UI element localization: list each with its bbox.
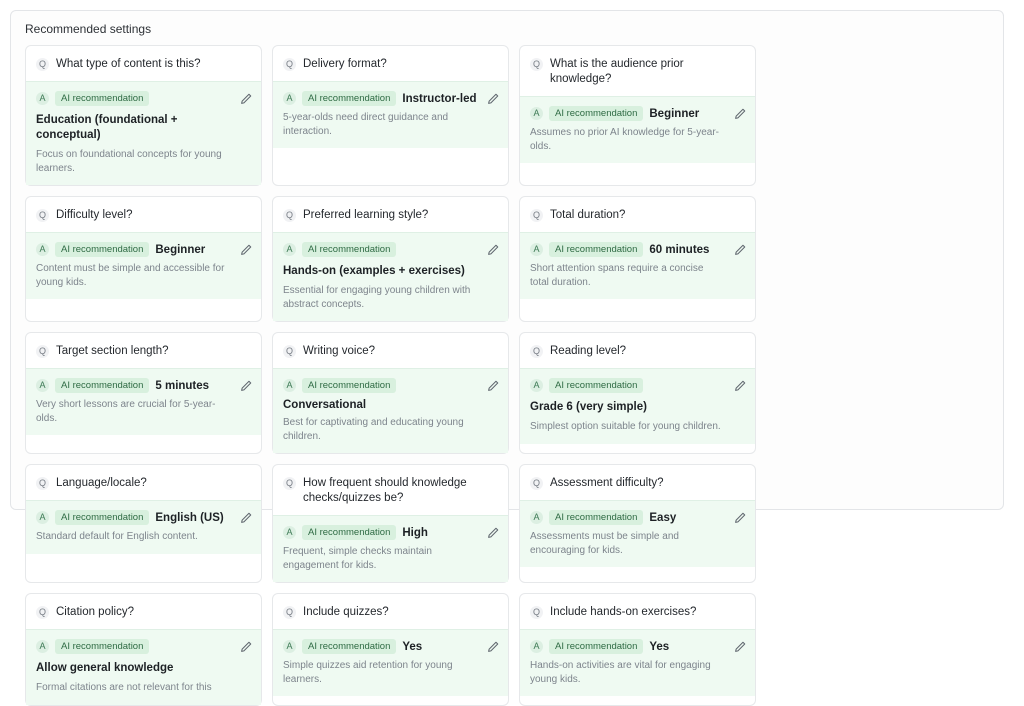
setting-question-row — [273, 197, 508, 232]
ai-recommendation-badge: AI recommendation — [302, 525, 396, 540]
setting-rationale: Simplest option suitable for young children. — [530, 421, 721, 432]
setting-card — [272, 464, 509, 583]
ai-recommendation-badge: AI recommendation — [302, 91, 396, 106]
question-icon: Q — [36, 606, 49, 619]
answer-icon: A — [36, 640, 49, 653]
ai-recommendation-block — [26, 629, 261, 705]
ai-recommendation-badge: AI recommendation — [549, 242, 643, 257]
setting-question-label: Include quizzes? — [303, 606, 389, 618]
setting-question-row — [273, 333, 508, 368]
setting-value: High — [402, 526, 428, 539]
setting-question-label: Include hands-on exercises? — [550, 606, 697, 618]
ai-recommendation-badge: AI recommendation — [55, 639, 149, 654]
question-icon: Q — [530, 209, 543, 222]
question-icon: Q — [36, 477, 49, 490]
setting-question-row — [520, 333, 755, 368]
setting-value: 5 minutes — [155, 379, 210, 392]
setting-question-row — [26, 197, 261, 232]
pencil-icon[interactable] — [239, 640, 253, 654]
setting-question-label: Language/locale? — [56, 477, 147, 489]
ai-recommendation-badge: AI recommendation — [549, 510, 643, 525]
recommendation-row — [283, 91, 478, 106]
answer-icon: A — [283, 526, 296, 539]
setting-card — [25, 332, 262, 454]
setting-value: Education (foundational + conceptual) — [36, 114, 178, 141]
question-icon: Q — [36, 58, 49, 71]
ai-recommendation-badge: AI recommendation — [302, 378, 396, 393]
ai-recommendation-block — [273, 232, 508, 321]
recommendation-row — [283, 639, 478, 654]
ai-recommendation-block — [273, 629, 508, 696]
setting-question-row — [520, 594, 755, 629]
ai-recommendation-block — [273, 368, 508, 453]
answer-icon: A — [530, 243, 543, 256]
setting-value: Conversational — [283, 399, 367, 411]
answer-icon: A — [283, 640, 296, 653]
ai-recommendation-badge: AI recommendation — [55, 510, 149, 525]
ai-recommendation-badge: AI recommendation — [302, 639, 396, 654]
answer-icon: A — [36, 243, 49, 256]
setting-card — [272, 196, 509, 322]
recommendation-row — [36, 242, 231, 257]
question-icon: Q — [283, 477, 296, 490]
setting-rationale: Frequent, simple checks maintain engagement for kids. — [283, 546, 432, 571]
answer-icon: A — [283, 243, 296, 256]
ai-recommendation-block — [273, 515, 508, 582]
ai-recommendation-block — [520, 629, 755, 696]
ai-recommendation-badge: AI recommendation — [55, 91, 149, 106]
recommendation-row — [283, 378, 478, 411]
ai-recommendation-block — [520, 96, 755, 163]
question-icon: Q — [530, 477, 543, 490]
ai-recommendation-badge: AI recommendation — [302, 242, 396, 257]
question-icon: Q — [36, 345, 49, 358]
setting-value: Easy — [649, 511, 677, 524]
ai-recommendation-badge: AI recommendation — [549, 378, 643, 393]
setting-rationale: Content must be simple and accessible for young kids. — [36, 263, 225, 288]
setting-value: Beginner — [649, 107, 700, 120]
setting-card — [519, 196, 756, 322]
recommendation-row — [530, 510, 725, 525]
answer-icon: A — [530, 107, 543, 120]
ai-recommendation-badge: AI recommendation — [549, 639, 643, 654]
pencil-icon[interactable] — [239, 92, 253, 106]
ai-recommendation-block — [520, 232, 755, 299]
recommended-settings-panel — [10, 10, 1004, 693]
setting-question-row — [273, 465, 508, 515]
answer-icon: A — [530, 511, 543, 524]
setting-card — [25, 464, 262, 583]
setting-question-label: How frequent should knowledge checks/quizzes be? — [303, 477, 467, 504]
question-icon: Q — [530, 345, 543, 358]
ai-recommendation-badge: AI recommendation — [55, 242, 149, 257]
setting-card — [25, 593, 262, 706]
setting-question-label: Delivery format? — [303, 58, 387, 70]
setting-rationale: Assumes no prior AI knowledge for 5-year-olds. — [530, 127, 719, 152]
ai-recommendation-block — [26, 232, 261, 299]
setting-card — [272, 332, 509, 454]
recommendation-row — [283, 242, 478, 257]
answer-icon: A — [36, 92, 49, 105]
pencil-icon[interactable] — [239, 511, 253, 525]
setting-card — [25, 196, 262, 322]
setting-rationale: Essential for engaging young children with abstract concepts. — [283, 285, 471, 310]
ai-recommendation-block — [273, 81, 508, 148]
question-icon: Q — [283, 345, 296, 358]
setting-question-row — [273, 46, 508, 81]
setting-value: Allow general knowledge — [36, 662, 174, 674]
setting-card — [519, 45, 756, 186]
setting-value: Beginner — [155, 243, 206, 256]
ai-recommendation-badge: AI recommendation — [55, 378, 149, 393]
setting-value: Hands-on (examples + exercises) — [283, 265, 465, 277]
answer-icon: A — [36, 379, 49, 392]
answer-icon: A — [530, 640, 543, 653]
recommendation-row — [530, 106, 725, 121]
pencil-icon[interactable] — [733, 640, 747, 654]
setting-value: Yes — [402, 640, 423, 653]
ai-recommendation-block — [26, 81, 261, 185]
ai-recommendation-block — [26, 368, 261, 435]
recommendation-row — [283, 525, 478, 540]
setting-rationale: Hands-on activities are vital for engaging young kids. — [530, 660, 711, 685]
setting-rationale: Formal citations are not relevant for this — [36, 682, 212, 693]
setting-question-row — [26, 333, 261, 368]
question-icon: Q — [36, 209, 49, 222]
ai-recommendation-block — [520, 500, 755, 567]
question-icon: Q — [283, 606, 296, 619]
setting-card — [519, 593, 756, 706]
setting-rationale: Very short lessons are crucial for 5-year-olds. — [36, 399, 216, 424]
pencil-icon[interactable] — [486, 526, 500, 540]
question-icon: Q — [530, 606, 543, 619]
setting-question-label: What is the audience prior knowledge? — [550, 58, 684, 85]
answer-icon: A — [283, 92, 296, 105]
setting-rationale: 5-year-olds need direct guidance and interaction. — [283, 112, 449, 137]
setting-question-row — [273, 594, 508, 629]
pencil-icon[interactable] — [239, 379, 253, 393]
setting-value: Yes — [649, 640, 670, 653]
recommendation-row — [36, 510, 231, 525]
question-icon: Q — [283, 209, 296, 222]
setting-question-label: Preferred learning style? — [303, 209, 429, 221]
pencil-icon[interactable] — [733, 379, 747, 393]
setting-card — [519, 332, 756, 454]
setting-question-label: What type of content is this? — [56, 58, 201, 70]
setting-rationale: Simple quizzes aid retention for young learners. — [283, 660, 453, 685]
setting-rationale: Best for captivating and educating young children. — [283, 417, 464, 442]
setting-question-label: Difficulty level? — [56, 209, 133, 221]
pencil-icon[interactable] — [486, 379, 500, 393]
setting-rationale: Standard default for English content. — [36, 531, 198, 542]
pencil-icon[interactable] — [733, 511, 747, 525]
recommendation-row — [36, 91, 231, 106]
setting-rationale: Short attention spans require a concise total duration. — [530, 263, 704, 288]
panel-title: Recommended settings — [25, 22, 152, 36]
setting-question-label: Reading level? — [550, 345, 627, 357]
setting-question-row — [26, 594, 261, 629]
setting-question-label: Writing voice? — [303, 345, 376, 357]
setting-question-label: Assessment difficulty? — [550, 477, 664, 489]
pencil-icon[interactable] — [733, 107, 747, 121]
setting-question-row — [520, 465, 755, 500]
ai-recommendation-badge: AI recommendation — [549, 106, 643, 121]
answer-icon: A — [36, 511, 49, 524]
setting-value: Instructor-led — [402, 92, 477, 105]
pencil-icon[interactable] — [733, 243, 747, 257]
setting-question-row — [26, 465, 261, 500]
question-icon: Q — [530, 58, 543, 71]
settings-card-grid — [25, 45, 993, 706]
pencil-icon[interactable] — [486, 640, 500, 654]
setting-rationale: Assessments must be simple and encouraging for kids. — [530, 531, 679, 556]
setting-question-label: Citation policy? — [56, 606, 134, 618]
ai-recommendation-block — [26, 500, 261, 554]
setting-rationale: Focus on foundational concepts for young learners. — [36, 149, 222, 174]
answer-icon: A — [283, 379, 296, 392]
question-icon: Q — [283, 58, 296, 71]
setting-value: English (US) — [155, 511, 224, 524]
recommendation-row — [36, 639, 231, 654]
setting-question-row — [520, 197, 755, 232]
setting-question-row — [26, 46, 261, 81]
setting-value: 60 minutes — [649, 243, 710, 256]
setting-question-label: Total duration? — [550, 209, 626, 221]
pencil-icon[interactable] — [486, 243, 500, 257]
pencil-icon[interactable] — [239, 243, 253, 257]
answer-icon: A — [530, 379, 543, 392]
recommendation-row — [530, 378, 725, 393]
setting-card — [272, 593, 509, 706]
recommendation-row — [530, 639, 725, 654]
recommendation-row — [530, 242, 725, 257]
setting-question-row — [520, 46, 755, 96]
setting-card — [519, 464, 756, 583]
setting-card — [272, 45, 509, 186]
setting-value: Grade 6 (very simple) — [530, 401, 647, 413]
pencil-icon[interactable] — [486, 92, 500, 106]
recommendation-row — [36, 378, 231, 393]
ai-recommendation-block — [520, 368, 755, 444]
setting-question-label: Target section length? — [56, 345, 169, 357]
setting-card — [25, 45, 262, 186]
